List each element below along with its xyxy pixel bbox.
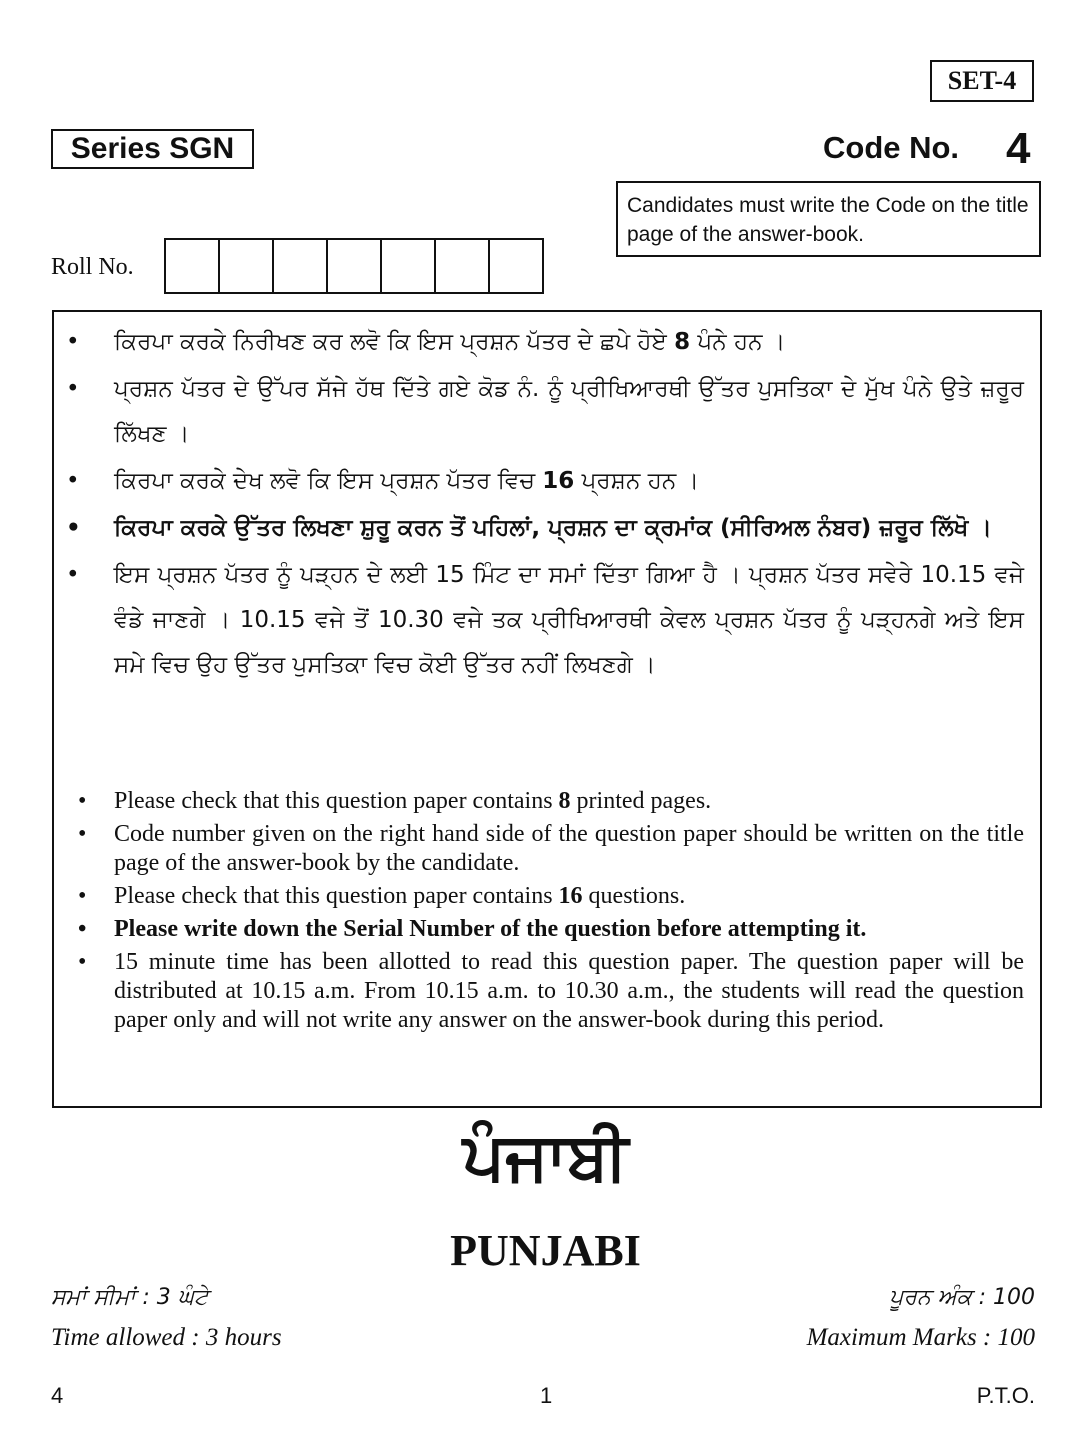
- list-item: • ਇਸ ਪ੍ਰਸ਼ਨ ਪੱਤਰ ਨੂੰ ਪੜ੍ਹਨ ਦੇ ਲਈ 15 ਮਿੰਟ ਦਾ ਸਮਾਂ ਦਿੱਤਾ ਗਿਆ ਹੈ । ਪ੍ਰਸ਼ਨ ਪੱਤਰ ਸਵੇਰੇ 10.15 ਵਜੇ ਵੰਡੇ ਜਾਣਗੇ । 10.15 ਵਜੇ ਤੋਂ 10.30 ਵਜੇ ਤਕ ਪ੍ਰੀਖਿਆਰਥੀ ਕੇਵਲ ਪ੍ਰਸ਼ਨ ਪੱਤਰ ਨੂੰ ਪੜ੍ਹਨਗੇ ਅਤੇ ਇਸ ਸਮੇ ਵਿਚ ਉਹ ਉੱਤਰ ਪੁਸਤਿਕਾ ਵਿਚ ਕੋਈ ਉੱਤਰ ਨਹੀਂ ਲਿਖਣਗੇ ।: [62, 553, 1024, 688]
- roll-number-cell[interactable]: [434, 238, 490, 294]
- title-punjabi: ਪੰਜਾਬੀ: [462, 1118, 629, 1195]
- roll-number-cell[interactable]: [272, 238, 328, 294]
- time-allowed: Time allowed : 3 hours: [51, 1324, 282, 1351]
- roll-number-cell[interactable]: [164, 238, 220, 294]
- set-label: SET-4: [930, 60, 1034, 102]
- instructions-english: [62, 787, 1024, 1039]
- footer-code: 4: [51, 1383, 64, 1408]
- roll-number-cell[interactable]: [380, 238, 436, 294]
- roll-number-label: Roll No.: [51, 254, 134, 280]
- roll-number-cell[interactable]: [326, 238, 382, 294]
- title-english: PUNJABI: [450, 1226, 641, 1275]
- list-item: • Please check that this question paper contains 16 questions.: [62, 882, 1024, 911]
- roll-number-boxes[interactable]: [164, 238, 544, 294]
- list-item: • ਕਿਰਪਾ ਕਰਕੇ ਉੱਤਰ ਲਿਖਣਾ ਸ਼ੁਰੂ ਕਰਨ ਤੋਂ ਪਹਿਲਾਂ, ਪ੍ਰਸ਼ਨ ਦਾ ਕ੍ਰਮਾਂਕ (ਸੀਰਿਅਲ ਨੰਬਰ) ਜ਼ਰੂਰ ਲਿੱਖੋ ।: [62, 506, 1024, 551]
- maximum-marks: Maximum Marks : 100: [806, 1324, 1035, 1351]
- list-item: • Code number given on the right hand side of the question paper should be written on the title page of the answer-book by the candidate.: [62, 820, 1024, 878]
- code-number: 4: [1006, 124, 1031, 173]
- list-item: • 15 minute time has been allotted to read this question paper. The question paper will be distributed at 10.15 a.m. From 10.15 a.m. to 10.30 a.m., the students will read the question paper only and will not write any answer on the answer-book during this period.: [62, 948, 1024, 1035]
- list-item: • ਕਿਰਪਾ ਕਰਕੇ ਦੇਖ ਲਵੋ ਕਿ ਇਸ ਪ੍ਰਸ਼ਨ ਪੱਤਰ ਵਿਚ 16 ਪ੍ਰਸ਼ਨ ਹਨ ।: [62, 459, 1024, 504]
- max-marks-punjabi: ਪੂਰਨ ਅੰਕ : 100: [889, 1285, 1035, 1310]
- instructions-punjabi: [62, 320, 1024, 690]
- roll-number-cell[interactable]: [488, 238, 544, 294]
- list-item: • ਪ੍ਰਸ਼ਨ ਪੱਤਰ ਦੇ ਉੱਪਰ ਸੱਜੇ ਹੱਥ ਦਿੱਤੇ ਗਏ ਕੋਡ ਨੰ. ਨੂੰ ਪ੍ਰੀਖਿਆਰਥੀ ਉੱਤਰ ਪੁਸਤਿਕਾ ਦੇ ਮੁੱਖ ਪੰਨੇ ਉਤੇ ਜ਼ਰੂਰ ਲਿੱਖਣ ।: [62, 367, 1024, 457]
- list-item: • Please check that this question paper contains 8 printed pages.: [62, 787, 1024, 816]
- time-limit-punjabi: ਸਮਾਂ ਸੀਮਾਂ : 3 ਘੰਟੇ: [51, 1285, 209, 1310]
- code-label: Code No.: [823, 130, 960, 165]
- pto-label: P.T.O.: [976, 1383, 1035, 1408]
- list-item: • Please write down the Serial Number of the question before attempting it.: [62, 915, 1024, 944]
- candidate-note: Candidates must write the Code on the title page of the answer-book.: [616, 181, 1041, 257]
- list-item: • ਕਿਰਪਾ ਕਰਕੇ ਨਿਰੀਖਣ ਕਰ ਲਵੋ ਕਿ ਇਸ ਪ੍ਰਸ਼ਨ ਪੱਤਰ ਦੇ ਛਪੇ ਹੋਏ 8 ਪੰਨੇ ਹਨ ।: [62, 320, 1024, 365]
- series-label: Series SGN: [51, 129, 254, 169]
- page-number: 1: [540, 1383, 553, 1408]
- roll-number-cell[interactable]: [218, 238, 274, 294]
